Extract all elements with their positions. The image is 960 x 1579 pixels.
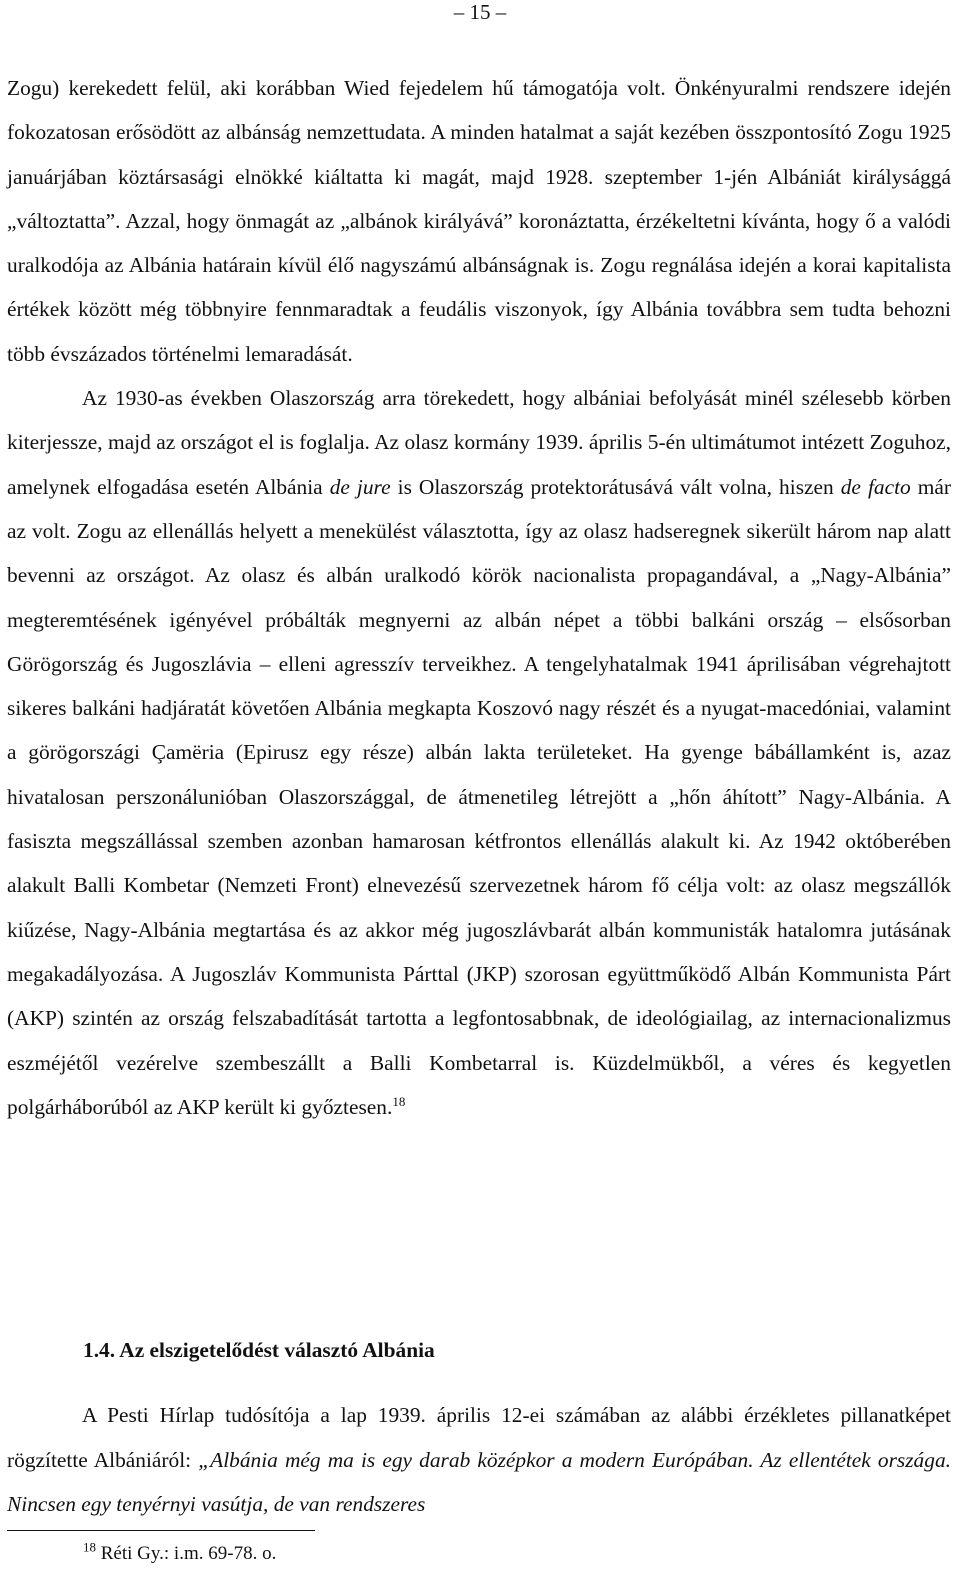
- paragraph-3-part-a: A Pesti Hírlap tudósítója a lap 1939. április 12-ei számában az alábbi érzékletes pillanatképet rögzítette Albániáról:: [7, 1403, 951, 1472]
- paragraph-2-part-b: is Olaszország protektorátusává vált volna, hiszen: [390, 474, 841, 499]
- paragraph-3-quote: „Albánia még ma is egy darab középkor a modern Európában. Az ellentétek országa. Nincsen egy tenyérnyi vasútja, de van rendszeres: [7, 1447, 951, 1516]
- paragraph-2-part-c: már az volt. Zogu az ellenállás helyett a menekülést választotta, így az olasz hadseregnek sikerült három nap alatt bevenni az országot. Az olasz és albán uralkodó körök nacionalista propagandával, a „Nagy-Albánia” megteremtésének igényével próbálták megnyerni az albán népet a többi balkáni ország – elsősorban Görögország és Jugoszlávia – elleni agresszív terveikhez. A tengelyhatalmak 1941 áprilisában végrehajtott sikeres balkáni hadjáratát követően Albánia megkapta Koszovó nagy részét és a nyugat-macedóniai, valamint a görögországi Çamëria (Epirusz egy része) albán lakta területeket. Ha gyenge bábállamként is, azaz hivatalosan perszonálunióban Olaszországgal, de átmenetileg létrejött a „hőn áhított” Nagy-Albánia. A fasiszta megszállással szemben azonban hamarosan kétfrontos ellenállás alakult ki. Az 1942 októberében alakult Balli Kombetar (Nemzeti Front) elnevezésű szervezetnek három fő célja volt: az olasz megszállók kiűzése, Nagy-Albánia megtartása és az akkor még jugoszlávbarát albán kommunisták hatalomra jutásának megakadályozása. A Jugoszláv Kommunista Párttal (JKP) szorosan együttműködő Albán Kommunista Párt (AKP) szintén az ország felszabadítását tartotta a legfontosabbnak, de ideológiailag, az internacionalizmus eszméjétől vezérelve szembeszállt a Balli Kombetarral is. Küzdelmükből, a véres és kegyetlen polgárháborúból az AKP került ki győztesen.: [7, 474, 952, 1119]
- body-text-section: [7, 1372, 951, 1548]
- italic-de-jure: de jure: [329, 474, 391, 499]
- paragraph-2-part-a: Az 1930-as években Olaszország arra törekedett, hogy albániai befolyását minél szélesebb körben kiterjessze, majd az országot el is foglalja. Az olasz kormány 1939. április 5-én ultimátumot intézett Zoguhoz, amelynek elfogadása esetén Albánia: [7, 386, 951, 499]
- italic-de-facto: de facto: [840, 474, 911, 499]
- footnote-reference: 18: [392, 1093, 406, 1109]
- page-number: – 15 –: [453, 0, 507, 24]
- footnote: [83, 1541, 276, 1567]
- body-text: [7, 66, 951, 1129]
- footnote-text: Réti Gy.: i.m. 69-78. o.: [96, 1543, 277, 1564]
- footnote-divider: [7, 1530, 315, 1531]
- footnote-marker: 18: [83, 1539, 96, 1555]
- paragraph-2: [7, 376, 951, 1129]
- paragraph-1: Zogu) kerekedett felül, aki korábban Wied fejedelem hű támogatója volt. Önkényuralmi rendszere idején fokozatosan erősödött az albánság nemzettudata. A minden hatalmat a saját kezében összpontosító Zogu 1925 januárjában köztársasági elnökké kiáltatta ki magát, majd 1928. szeptember 1-jén Albániát királysággá „változtatta”. Azzal, hogy önmagát az „albánok királyává” koronáztatta, érzékeltetni kívánta, hogy ő a valódi uralkodója az Albánia határain kívül élő nagyszámú albánságnak is. Zogu regnálása idején a korai kapitalista értékek között még többnyire fennmaradtak a feudális viszonyok, így Albánia továbbra sem tudta behozni több évszázados történelmi lemaradását.: [7, 76, 951, 366]
- section-heading: 1.4. Az elszigetelődést választó Albánia: [83, 1338, 435, 1362]
- paragraph-3: [7, 1393, 951, 1526]
